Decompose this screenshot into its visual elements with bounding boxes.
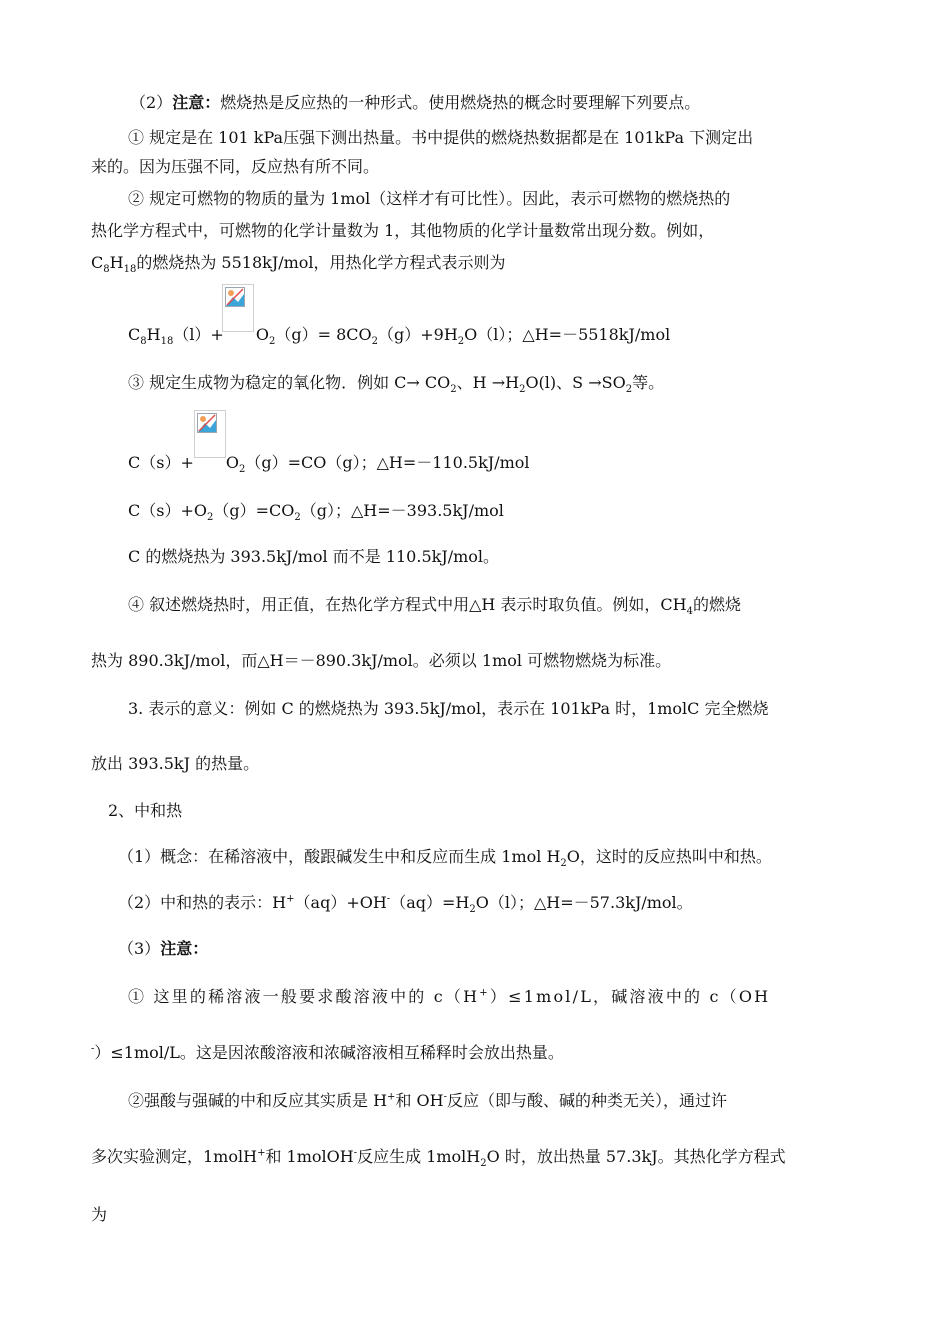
- strong-acid-base-line-3: 为: [91, 1205, 108, 1224]
- note-number: （2）: [130, 93, 173, 112]
- superscript: -: [353, 1147, 358, 1159]
- superscript: +: [387, 1091, 396, 1103]
- note-text: 多次实验测定，1molH: [91, 1147, 258, 1166]
- strong-acid-base-line-2: [91, 1146, 786, 1168]
- eq-text: （g）=CO（g）；△H=－110.5kJ/mol: [245, 453, 530, 472]
- eq-text: O（l）；△H=－57.3kJ/mol。: [475, 893, 693, 912]
- c-combustion-heat-line: C 的燃烧热为 393.5kJ/mol 而不是 110.5kJ/mol。: [128, 547, 500, 566]
- subscript: 18: [160, 336, 174, 348]
- subscript: 8: [140, 336, 147, 348]
- subscript: 2: [457, 336, 465, 348]
- note-label: 注意：: [172, 93, 221, 112]
- subscript: 2: [450, 384, 457, 396]
- point-text: 、H →H: [456, 373, 520, 392]
- superscript: +: [257, 1147, 266, 1159]
- note-text: ① 这里的稀溶液一般要求酸溶液中的 c（H: [128, 987, 480, 1006]
- point-text: ③ 规定生成物为稳定的氧化物．例如 C→ CO: [128, 373, 451, 392]
- eq-text: （aq）=H: [390, 893, 470, 912]
- section-heading-neutralization: 2、中和热: [108, 801, 183, 820]
- equation-c-to-co2: [128, 500, 504, 522]
- subscript: 8: [103, 264, 110, 276]
- superscript: +: [286, 893, 295, 905]
- subscript: 2: [480, 1158, 487, 1170]
- point-2-line-1: ② 规定可燃物的物质的量为 1mol（这样才有可比性）。因此，表示可燃物的燃烧热的: [128, 189, 731, 208]
- eq-text: H: [146, 325, 161, 344]
- eq-text: （g）= 8CO: [275, 325, 372, 344]
- superscript: -: [443, 1091, 447, 1103]
- formula-text: H: [109, 253, 124, 272]
- superscript: +: [479, 987, 490, 999]
- eq-text: O: [225, 453, 239, 472]
- point-3-line: [128, 372, 664, 394]
- note-heading-line: [130, 92, 700, 114]
- eq-text: C（s）+: [128, 453, 194, 472]
- note-label: 注意：: [160, 939, 209, 958]
- eq-text: （g）；△H=－393.5kJ/mol: [300, 501, 504, 520]
- dilute-solution-line-1: [128, 986, 770, 1008]
- eq-text: （g）=CO: [213, 501, 295, 520]
- note-heading-line-2: [118, 938, 208, 960]
- eq-text: （g）+9H: [378, 325, 458, 344]
- point-2-line-2: 热化学方程式中，可燃物的化学计量数为 1，其他物质的化学计量数常出现分数。例如，: [91, 221, 715, 240]
- eq-text: （2）中和热的表示：H: [118, 893, 287, 912]
- subscript: 2: [625, 384, 633, 396]
- subscript: 4: [686, 606, 694, 618]
- note-text: 反应（即与酸、碱的种类无关），通过许: [447, 1091, 728, 1110]
- formula-text: 的燃烧热为 5518kJ/mol，用热化学方程式表示则为: [136, 253, 506, 272]
- fraction-image-placeholder: [194, 410, 226, 458]
- point-text: ④ 叙述燃烧热时，用正值，在热化学方程式中用△H 表示时取负值。例如，CH: [128, 595, 687, 614]
- eq-text: （l）+: [173, 325, 224, 344]
- broken-image-icon: [197, 413, 217, 433]
- point-4-line-2: 热为 890.3kJ/mol，而△H＝－890.3kJ/mol。必须以 1mol 可燃物燃烧为标准。: [91, 651, 672, 670]
- point-4-line-1: [128, 594, 741, 616]
- broken-image-icon: [225, 287, 245, 307]
- note-text: ②强酸与强碱的中和反应其实质是 H: [128, 1091, 388, 1110]
- note-number: （3）: [118, 939, 161, 958]
- meaning-line-2: 放出 393.5kJ 的热量。: [91, 754, 260, 773]
- note-text: 和 1molOH: [265, 1147, 354, 1166]
- eq-text: （aq）+OH: [294, 893, 387, 912]
- subscript: 2: [371, 336, 378, 348]
- note-text: O 时，放出热量 57.3kJ。其热化学方程式: [486, 1147, 786, 1166]
- equation-c-to-co: [128, 452, 530, 474]
- eq-text: O（l）；△H=－5518kJ/mol: [464, 325, 671, 344]
- point-text: 等。: [632, 373, 665, 392]
- strong-acid-base-line-1: [128, 1090, 727, 1112]
- concept-text: （1）概念：在稀溶液中，酸跟碱发生中和反应而生成 1mol H: [118, 847, 561, 866]
- subscript: 2: [560, 858, 567, 870]
- concept-text: O，这时的反应热叫中和热。: [566, 847, 772, 866]
- subscript: 2: [519, 384, 526, 396]
- dilute-solution-line-2: [91, 1042, 564, 1064]
- neutralization-equation: [118, 892, 693, 914]
- neutralization-concept: [118, 846, 772, 868]
- note-text: ）≤1mol/L。这是因浓酸溶液和浓碱溶液相互稀释时会放出热量。: [94, 1043, 564, 1062]
- subscript: 2: [294, 512, 301, 524]
- superscript: -: [91, 1043, 95, 1055]
- subscript: 2: [239, 464, 246, 476]
- note-text: 和 OH: [395, 1091, 444, 1110]
- meaning-line-1: 3. 表示的意义：例如 C 的燃烧热为 393.5kJ/mol，表示在 101kPa 时，1molC 完全燃烧: [128, 699, 769, 718]
- note-text: ）≤1mol/L，碱溶液中的 c（OH: [489, 987, 771, 1006]
- eq-text: O: [255, 325, 269, 344]
- formula-text: C: [91, 253, 104, 272]
- eq-text: C（s）+O: [128, 501, 207, 520]
- subscript: 2: [469, 904, 476, 916]
- subscript: 2: [268, 336, 276, 348]
- point-1-line-2: 来的。因为压强不同，反应热有所不同。: [91, 157, 380, 176]
- subscript: 2: [206, 512, 214, 524]
- point-text: 的燃烧: [693, 595, 742, 614]
- point-2-line-3: [91, 252, 506, 274]
- subscript: 18: [123, 264, 137, 276]
- note-text: 燃烧热是反应热的一种形式。使用燃烧热的概念时要理解下列要点。: [220, 93, 701, 112]
- eq-text: C: [128, 325, 141, 344]
- point-1-line-1: ① 规定是在 101 kPa压强下测出热量。书中提供的燃烧热数据都是在 101kPa 下测定出: [128, 128, 754, 147]
- note-text: 反应生成 1molH: [357, 1147, 481, 1166]
- point-text: O(l)、S →SO: [525, 373, 626, 392]
- superscript: -: [386, 893, 391, 905]
- equation-c8h18-combustion: [128, 324, 670, 346]
